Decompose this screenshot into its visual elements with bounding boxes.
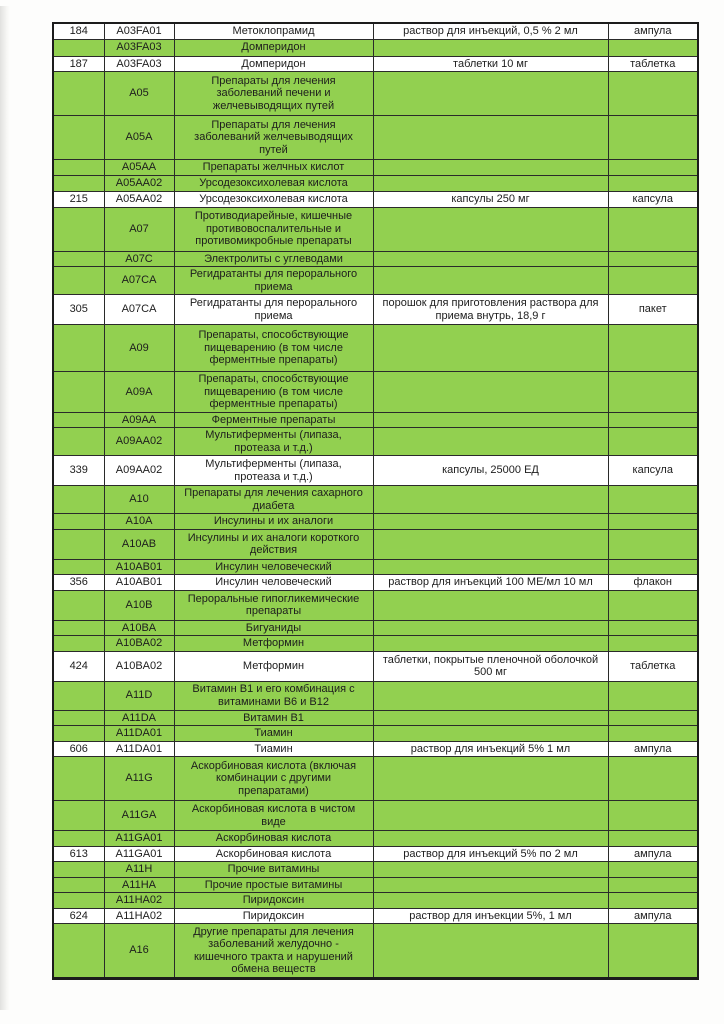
dosage-form-cell — [373, 877, 608, 893]
table-row — [53, 325, 698, 372]
unit-cell — [608, 428, 698, 456]
row-number-cell: 339 — [53, 456, 104, 486]
unit-cell — [608, 710, 698, 726]
atc-code-cell: A10BA — [104, 620, 174, 636]
atc-code-cell: A10AB — [104, 529, 174, 559]
drug-name-cell: Аскорбиновая кислота в чистом виде — [174, 801, 373, 831]
unit-cell — [608, 893, 698, 909]
unit-cell — [608, 529, 698, 559]
dosage-form-cell — [373, 267, 608, 295]
drug-name-cell: Препараты для лечения заболеваний печени и желчевыводящих путей — [174, 72, 373, 116]
unit-cell: таблетка — [608, 56, 698, 72]
atc-code-cell: A11HA02 — [104, 893, 174, 909]
row-number-cell — [53, 116, 104, 160]
atc-code-cell: A09A — [104, 372, 174, 413]
atc-code-cell: A10BA02 — [104, 651, 174, 681]
table-row — [53, 39, 698, 56]
unit-cell — [608, 39, 698, 56]
atc-code-cell: A11GA01 — [104, 846, 174, 862]
row-number-cell — [53, 251, 104, 267]
row-number-cell: 424 — [53, 651, 104, 681]
dosage-form-cell — [373, 681, 608, 710]
table-row — [53, 191, 698, 207]
row-number-cell — [53, 636, 104, 652]
unit-cell — [608, 116, 698, 160]
table-row — [53, 801, 698, 831]
table-row — [53, 846, 698, 862]
atc-code-cell: A16 — [104, 924, 174, 979]
unit-cell — [608, 620, 698, 636]
row-number-cell — [53, 757, 104, 801]
atc-code-cell: A11HA — [104, 877, 174, 893]
drug-name-cell: Прочие простые витамины — [174, 877, 373, 893]
drug-name-cell: Пиридоксин — [174, 893, 373, 909]
unit-cell — [608, 412, 698, 428]
table-row — [53, 908, 698, 924]
drug-name-cell: Урсодезоксихолевая кислота — [174, 191, 373, 207]
atc-code-cell: A07CA — [104, 295, 174, 325]
unit-cell: ампула — [608, 23, 698, 39]
row-number-cell — [53, 801, 104, 831]
dosage-form-cell — [373, 160, 608, 176]
row-number-cell — [53, 831, 104, 847]
drug-name-cell: Метформин — [174, 636, 373, 652]
dosage-form-cell — [373, 207, 608, 251]
table-row — [53, 893, 698, 909]
atc-code-cell: A09AA02 — [104, 456, 174, 486]
unit-cell — [608, 831, 698, 847]
dosage-form-cell: порошок для приготовления раствора для приема внутрь, 18,9 г — [373, 295, 608, 325]
row-number-cell: 624 — [53, 908, 104, 924]
row-number-cell — [53, 877, 104, 893]
drug-name-cell: Аскорбиновая кислота — [174, 831, 373, 847]
drug-name-cell: Препараты для лечения заболеваний желчевыводящих путей — [174, 116, 373, 160]
unit-cell — [608, 636, 698, 652]
table-row — [53, 681, 698, 710]
row-number-cell: 215 — [53, 191, 104, 207]
row-number-cell — [53, 726, 104, 742]
atc-code-cell: A05A — [104, 116, 174, 160]
atc-code-cell: A05AA02 — [104, 191, 174, 207]
unit-cell — [608, 176, 698, 192]
drug-name-cell: Бигуаниды — [174, 620, 373, 636]
dosage-form-cell — [373, 486, 608, 514]
dosage-form-cell — [373, 514, 608, 530]
drug-name-cell: Регидратанты для перорального приема — [174, 295, 373, 325]
row-number-cell — [53, 325, 104, 372]
dosage-form-cell — [373, 428, 608, 456]
row-number-cell — [53, 412, 104, 428]
dosage-form-cell — [373, 176, 608, 192]
row-number-cell — [53, 39, 104, 56]
unit-cell: капсула — [608, 191, 698, 207]
unit-cell — [608, 72, 698, 116]
dosage-form-cell — [373, 831, 608, 847]
atc-code-cell: A03FA01 — [104, 23, 174, 39]
row-number-cell — [53, 710, 104, 726]
unit-cell — [608, 681, 698, 710]
atc-code-cell: A11HA02 — [104, 908, 174, 924]
dosage-form-cell: раствор для инъекций 5% по 2 мл — [373, 846, 608, 862]
row-number-cell: 613 — [53, 846, 104, 862]
dosage-form-cell: капсулы, 25000 ЕД — [373, 456, 608, 486]
dosage-form-cell — [373, 924, 608, 979]
drug-name-cell: Противодиарейные, кишечные противовоспалительные и противомикробные препараты — [174, 207, 373, 251]
atc-code-cell: A07 — [104, 207, 174, 251]
drug-name-cell: Препараты, способствующие пищеварению (в том числе ферментные препараты) — [174, 325, 373, 372]
atc-code-cell: A11GA — [104, 801, 174, 831]
row-number-cell — [53, 590, 104, 620]
dosage-form-cell: раствор для инъекций 5% 1 мл — [373, 741, 608, 757]
dosage-form-cell — [373, 726, 608, 742]
row-number-cell — [53, 924, 104, 979]
unit-cell — [608, 251, 698, 267]
table-row — [53, 23, 698, 39]
unit-cell: ампула — [608, 846, 698, 862]
table-row — [53, 412, 698, 428]
row-number-cell — [53, 893, 104, 909]
drug-name-cell: Метоклопрамид — [174, 23, 373, 39]
dosage-form-cell — [373, 893, 608, 909]
dosage-form-cell — [373, 412, 608, 428]
dosage-form-cell: таблетки 10 мг — [373, 56, 608, 72]
atc-code-cell: A10B — [104, 590, 174, 620]
atc-code-cell: A10 — [104, 486, 174, 514]
table-row — [53, 757, 698, 801]
table-row — [53, 56, 698, 72]
row-number-cell — [53, 207, 104, 251]
drug-name-cell: Тиамин — [174, 741, 373, 757]
atc-code-cell: A03FA03 — [104, 56, 174, 72]
dosage-form-cell — [373, 636, 608, 652]
row-number-cell — [53, 267, 104, 295]
table-row — [53, 456, 698, 486]
drug-name-cell: Домперидон — [174, 56, 373, 72]
drug-name-cell: Аскорбиновая кислота (включая комбинации с другими препаратами) — [174, 757, 373, 801]
drug-name-cell: Инсулин человеческий — [174, 559, 373, 575]
table-row — [53, 710, 698, 726]
drug-name-cell: Инсулин человеческий — [174, 575, 373, 591]
unit-cell — [608, 267, 698, 295]
row-number-cell — [53, 486, 104, 514]
drug-name-cell: Тиамин — [174, 726, 373, 742]
atc-code-cell: A09AA — [104, 412, 174, 428]
table-row — [53, 741, 698, 757]
unit-cell — [608, 590, 698, 620]
unit-cell: таблетка — [608, 651, 698, 681]
unit-cell — [608, 372, 698, 413]
row-number-cell — [53, 514, 104, 530]
row-number-cell: 184 — [53, 23, 104, 39]
unit-cell: ампула — [608, 908, 698, 924]
unit-cell — [608, 207, 698, 251]
scan-edge-shadow — [0, 6, 10, 1010]
drug-name-cell: Домперидон — [174, 39, 373, 56]
row-number-cell — [53, 428, 104, 456]
dosage-form-cell: таблетки, покрытые пленочной оболочкой 500 мг — [373, 651, 608, 681]
dosage-form-cell — [373, 862, 608, 878]
drug-name-cell: Прочие витамины — [174, 862, 373, 878]
table-row — [53, 72, 698, 116]
table-row — [53, 590, 698, 620]
atc-code-cell: A11DA01 — [104, 741, 174, 757]
dosage-form-cell — [373, 620, 608, 636]
unit-cell — [608, 801, 698, 831]
row-number-cell — [53, 160, 104, 176]
dosage-form-cell — [373, 72, 608, 116]
drug-name-cell: Пероральные гипогликемические препараты — [174, 590, 373, 620]
row-number-cell — [53, 372, 104, 413]
table-row — [53, 651, 698, 681]
atc-code-cell: A07CA — [104, 267, 174, 295]
atc-code-cell: A11GA01 — [104, 831, 174, 847]
table-row — [53, 207, 698, 251]
drug-name-cell: Витамин В1 и его комбинация с витаминами В6 и В12 — [174, 681, 373, 710]
unit-cell — [608, 877, 698, 893]
row-number-cell: 187 — [53, 56, 104, 72]
dosage-form-cell — [373, 590, 608, 620]
unit-cell — [608, 160, 698, 176]
drug-name-cell: Метформин — [174, 651, 373, 681]
atc-code-cell: A10AB01 — [104, 559, 174, 575]
row-number-cell — [53, 862, 104, 878]
atc-code-cell: A05 — [104, 72, 174, 116]
drug-name-cell: Урсодезоксихолевая кислота — [174, 176, 373, 192]
table-row — [53, 726, 698, 742]
atc-code-cell: A09AA02 — [104, 428, 174, 456]
unit-cell — [608, 486, 698, 514]
drug-name-cell: Инсулины и их аналоги короткого действия — [174, 529, 373, 559]
table-row — [53, 862, 698, 878]
drug-name-cell: Препараты для лечения сахарного диабета — [174, 486, 373, 514]
table-row — [53, 559, 698, 575]
dosage-form-cell: раствор для инъекций 100 МЕ/мл 10 мл — [373, 575, 608, 591]
unit-cell — [608, 862, 698, 878]
dosage-form-cell: раствор для инъекций, 0,5 % 2 мл — [373, 23, 608, 39]
atc-code-cell: A11H — [104, 862, 174, 878]
drug-name-cell: Мультиферменты (липаза, протеаза и т.д.) — [174, 428, 373, 456]
unit-cell — [608, 757, 698, 801]
atc-table-body — [53, 23, 698, 979]
drug-name-cell: Витамин В1 — [174, 710, 373, 726]
dosage-form-cell — [373, 801, 608, 831]
row-number-cell — [53, 681, 104, 710]
drug-name-cell: Пиридоксин — [174, 908, 373, 924]
atc-code-cell: A11D — [104, 681, 174, 710]
atc-code-cell: A05AA02 — [104, 176, 174, 192]
table-row — [53, 372, 698, 413]
table-row — [53, 636, 698, 652]
table-row — [53, 267, 698, 295]
table-row — [53, 251, 698, 267]
table-row — [53, 620, 698, 636]
drug-name-cell: Аскорбиновая кислота — [174, 846, 373, 862]
atc-code-cell: A09 — [104, 325, 174, 372]
row-number-cell: 606 — [53, 741, 104, 757]
drug-name-cell: Инсулины и их аналоги — [174, 514, 373, 530]
dosage-form-cell — [373, 529, 608, 559]
atc-code-cell: A10BA02 — [104, 636, 174, 652]
table-row — [53, 428, 698, 456]
table-row — [53, 924, 698, 979]
table-row — [53, 877, 698, 893]
drug-name-cell: Препараты желчных кислот — [174, 160, 373, 176]
dosage-form-cell — [373, 559, 608, 575]
row-number-cell — [53, 176, 104, 192]
row-number-cell — [53, 559, 104, 575]
dosage-form-cell: раствор для инъекции 5%, 1 мл — [373, 908, 608, 924]
atc-code-cell: A10A — [104, 514, 174, 530]
atc-code-cell: A03FA03 — [104, 39, 174, 56]
atc-code-cell: A05AA — [104, 160, 174, 176]
dosage-form-cell: капсулы 250 мг — [373, 191, 608, 207]
atc-code-cell: A10AB01 — [104, 575, 174, 591]
table-row — [53, 529, 698, 559]
table-row — [53, 160, 698, 176]
unit-cell — [608, 325, 698, 372]
row-number-cell: 305 — [53, 295, 104, 325]
dosage-form-cell — [373, 372, 608, 413]
dosage-form-cell — [373, 116, 608, 160]
drug-name-cell: Регидратанты для перорального приема — [174, 267, 373, 295]
unit-cell: пакет — [608, 295, 698, 325]
drug-name-cell: Ферментные препараты — [174, 412, 373, 428]
table-row — [53, 575, 698, 591]
drug-name-cell: Препараты, способствующие пищеварению (в том числе ферментные препараты) — [174, 372, 373, 413]
unit-cell: флакон — [608, 575, 698, 591]
row-number-cell — [53, 529, 104, 559]
row-number-cell — [53, 620, 104, 636]
dosage-form-cell — [373, 710, 608, 726]
table-row — [53, 831, 698, 847]
atc-code-cell: A11G — [104, 757, 174, 801]
table-row — [53, 486, 698, 514]
unit-cell: капсула — [608, 456, 698, 486]
unit-cell — [608, 559, 698, 575]
row-number-cell: 356 — [53, 575, 104, 591]
dosage-form-cell — [373, 39, 608, 56]
atc-code-cell: A11DA — [104, 710, 174, 726]
drug-name-cell: Электролиты с углеводами — [174, 251, 373, 267]
table-row — [53, 295, 698, 325]
atc-code-cell: A11DA01 — [104, 726, 174, 742]
unit-cell: ампула — [608, 741, 698, 757]
atc-code-cell: A07C — [104, 251, 174, 267]
unit-cell — [608, 924, 698, 979]
drug-name-cell: Другие препараты для лечения заболеваний желудочно - кишечного тракта и нарушений обмена веществ — [174, 924, 373, 979]
row-number-cell — [53, 72, 104, 116]
unit-cell — [608, 726, 698, 742]
table-row — [53, 116, 698, 160]
drug-name-cell: Мультиферменты (липаза, протеаза и т.д.) — [174, 456, 373, 486]
table-row — [53, 514, 698, 530]
table-row — [53, 176, 698, 192]
atc-classification-table — [52, 22, 699, 980]
dosage-form-cell — [373, 325, 608, 372]
unit-cell — [608, 514, 698, 530]
dosage-form-cell — [373, 757, 608, 801]
dosage-form-cell — [373, 251, 608, 267]
